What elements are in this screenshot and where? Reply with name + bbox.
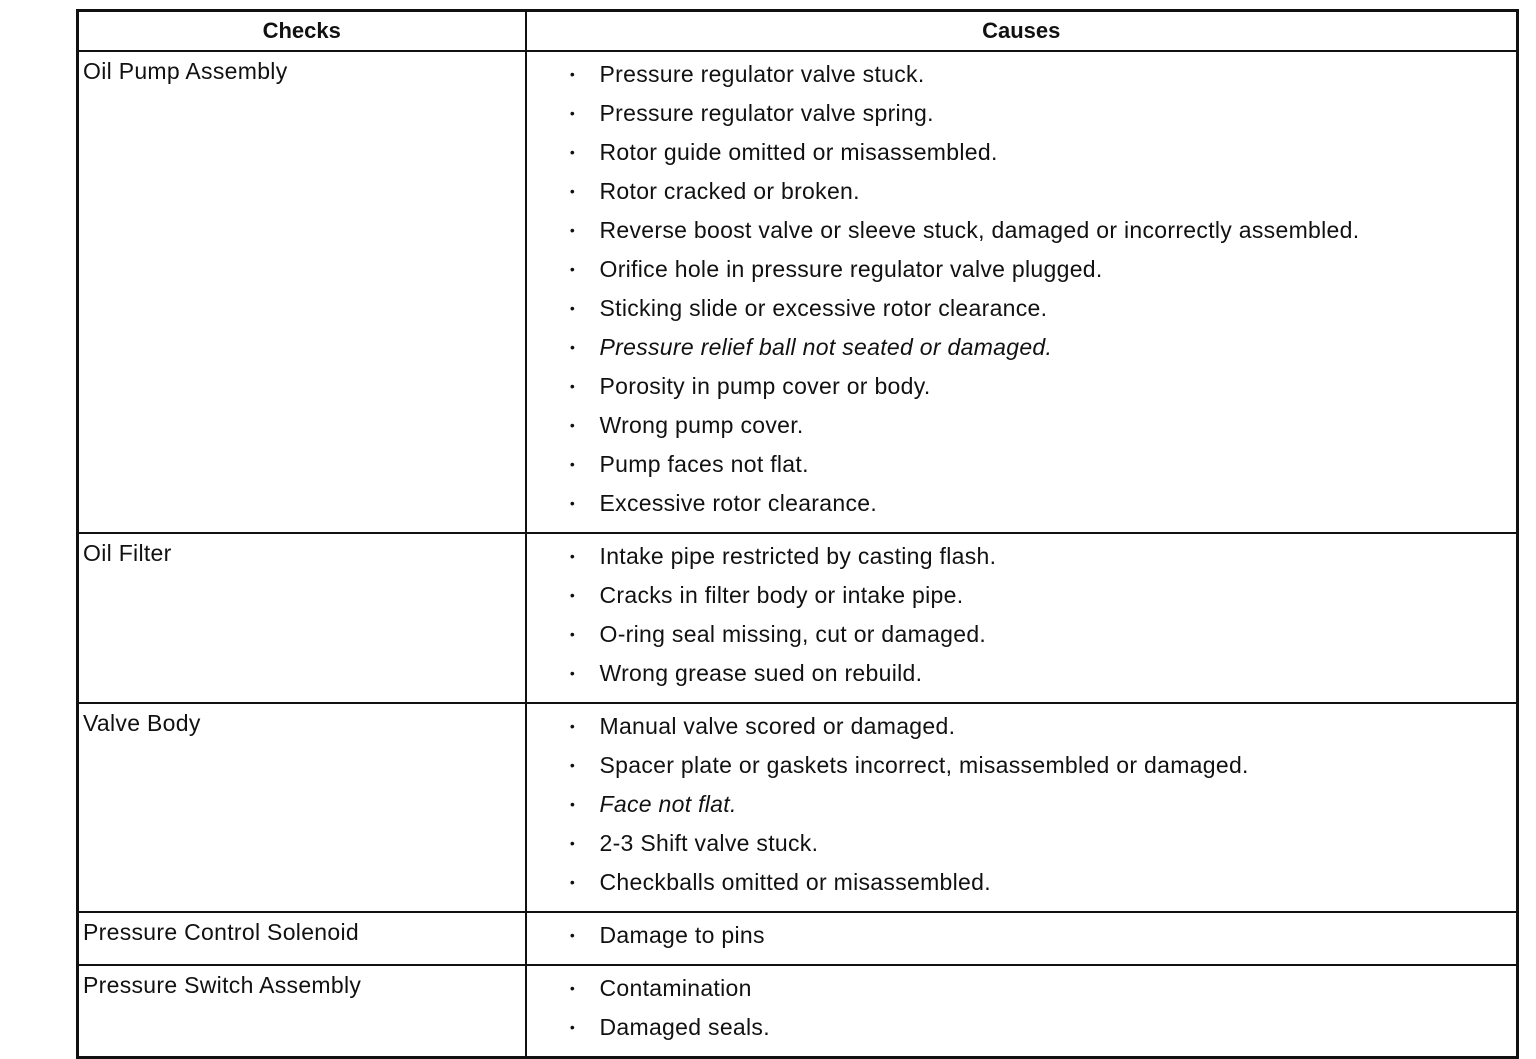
cause-list xyxy=(527,704,1517,911)
cause-text: Pressure relief ball not seated or damaged. xyxy=(599,334,1053,360)
diagnosis-table xyxy=(76,9,1519,1059)
bullet-icon: • xyxy=(569,665,576,681)
cause-item xyxy=(567,58,1517,97)
check-cell: Valve Body xyxy=(78,703,526,912)
checks-column-header: Checks xyxy=(78,11,526,52)
cause-list xyxy=(527,966,1517,1056)
bullet-icon: • xyxy=(569,874,576,890)
bullet-icon: • xyxy=(569,339,576,355)
cause-text: Cracks in filter body or intake pipe. xyxy=(599,582,964,608)
bullet-icon: • xyxy=(569,261,576,277)
cause-text: Pressure regulator valve stuck. xyxy=(599,61,925,87)
cause-text: Excessive rotor clearance. xyxy=(599,490,878,516)
cause-item xyxy=(567,919,1517,958)
bullet-icon: • xyxy=(569,66,576,82)
header-row xyxy=(78,11,1518,52)
cause-item xyxy=(567,540,1517,579)
causes-cell xyxy=(526,51,1518,533)
cause-item xyxy=(567,866,1517,905)
cause-text: Manual valve scored or damaged. xyxy=(599,713,956,739)
cause-item xyxy=(567,710,1517,749)
cause-item xyxy=(567,487,1517,526)
table-row-oil-pump-assembly xyxy=(78,51,1518,533)
cause-item xyxy=(567,1011,1517,1050)
check-cell: Oil Filter xyxy=(78,533,526,703)
cause-text: Pressure regulator valve spring. xyxy=(599,100,934,126)
cause-text: Face not flat. xyxy=(599,791,737,817)
cause-text: Wrong pump cover. xyxy=(599,412,804,438)
causes-cell xyxy=(526,533,1518,703)
cause-text: Checkballs omitted or misassembled. xyxy=(599,869,991,895)
cause-text: Contamination xyxy=(599,975,752,1001)
cause-item xyxy=(567,788,1517,827)
bullet-icon: • xyxy=(569,796,576,812)
bullet-icon: • xyxy=(569,183,576,199)
bullet-icon: • xyxy=(569,927,576,943)
cause-item xyxy=(567,448,1517,487)
cause-text: Reverse boost valve or sleeve stuck, damaged or incorrectly assembled. xyxy=(599,217,1360,243)
bullet-icon: • xyxy=(569,495,576,511)
check-cell: Oil Pump Assembly xyxy=(78,51,526,533)
table-row-pressure-control-solenoid xyxy=(78,912,1518,965)
bullet-icon: • xyxy=(569,757,576,773)
bullet-icon: • xyxy=(569,548,576,564)
cause-item xyxy=(567,175,1517,214)
bullet-icon: • xyxy=(569,105,576,121)
bullet-icon: • xyxy=(569,1019,576,1035)
bullet-icon: • xyxy=(569,456,576,472)
cause-text: O-ring seal missing, cut or damaged. xyxy=(599,621,987,647)
cause-item xyxy=(567,136,1517,175)
cause-list xyxy=(527,534,1517,702)
bullet-icon: • xyxy=(569,378,576,394)
bullet-icon: • xyxy=(569,144,576,160)
cause-text: Orifice hole in pressure regulator valve plugged. xyxy=(599,256,1103,282)
cause-item xyxy=(567,409,1517,448)
bullet-icon: • xyxy=(569,626,576,642)
cause-text: Rotor guide omitted or misassembled. xyxy=(599,139,998,165)
bullet-icon: • xyxy=(569,300,576,316)
cause-text: Wrong grease sued on rebuild. xyxy=(599,660,923,686)
cause-text: Rotor cracked or broken. xyxy=(599,178,860,204)
cause-text: Porosity in pump cover or body. xyxy=(599,373,931,399)
cause-text: Intake pipe restricted by casting flash. xyxy=(599,543,997,569)
cause-text: Damaged seals. xyxy=(599,1014,770,1040)
cause-item xyxy=(567,331,1517,370)
cause-text: Pump faces not flat. xyxy=(599,451,809,477)
causes-cell xyxy=(526,965,1518,1058)
bullet-icon: • xyxy=(569,835,576,851)
table-row-pressure-switch-assembly xyxy=(78,965,1518,1058)
check-cell: Pressure Control Solenoid xyxy=(78,912,526,965)
cause-item xyxy=(567,972,1517,1011)
cause-item xyxy=(567,657,1517,696)
table-row-oil-filter xyxy=(78,533,1518,703)
cause-text: 2-3 Shift valve stuck. xyxy=(599,830,819,856)
cause-item xyxy=(567,97,1517,136)
bullet-icon: • xyxy=(569,222,576,238)
bullet-icon: • xyxy=(569,417,576,433)
cause-text: Sticking slide or excessive rotor clearance. xyxy=(599,295,1048,321)
causes-cell xyxy=(526,703,1518,912)
bullet-icon: • xyxy=(569,587,576,603)
table-row-valve-body xyxy=(78,703,1518,912)
bullet-icon: • xyxy=(569,980,576,996)
causes-column-header: Causes xyxy=(526,11,1518,52)
bullet-icon: • xyxy=(569,718,576,734)
cause-item xyxy=(567,579,1517,618)
cause-text: Spacer plate or gaskets incorrect, misassembled or damaged. xyxy=(599,752,1249,778)
cause-text: Damage to pins xyxy=(599,922,765,948)
check-cell: Pressure Switch Assembly xyxy=(78,965,526,1058)
cause-item xyxy=(567,214,1517,253)
cause-item xyxy=(567,827,1517,866)
cause-item xyxy=(567,370,1517,409)
cause-item xyxy=(567,253,1517,292)
cause-list xyxy=(527,913,1517,964)
cause-item xyxy=(567,618,1517,657)
cause-item xyxy=(567,749,1517,788)
causes-cell xyxy=(526,912,1518,965)
cause-item xyxy=(567,292,1517,331)
cause-list xyxy=(527,52,1517,532)
